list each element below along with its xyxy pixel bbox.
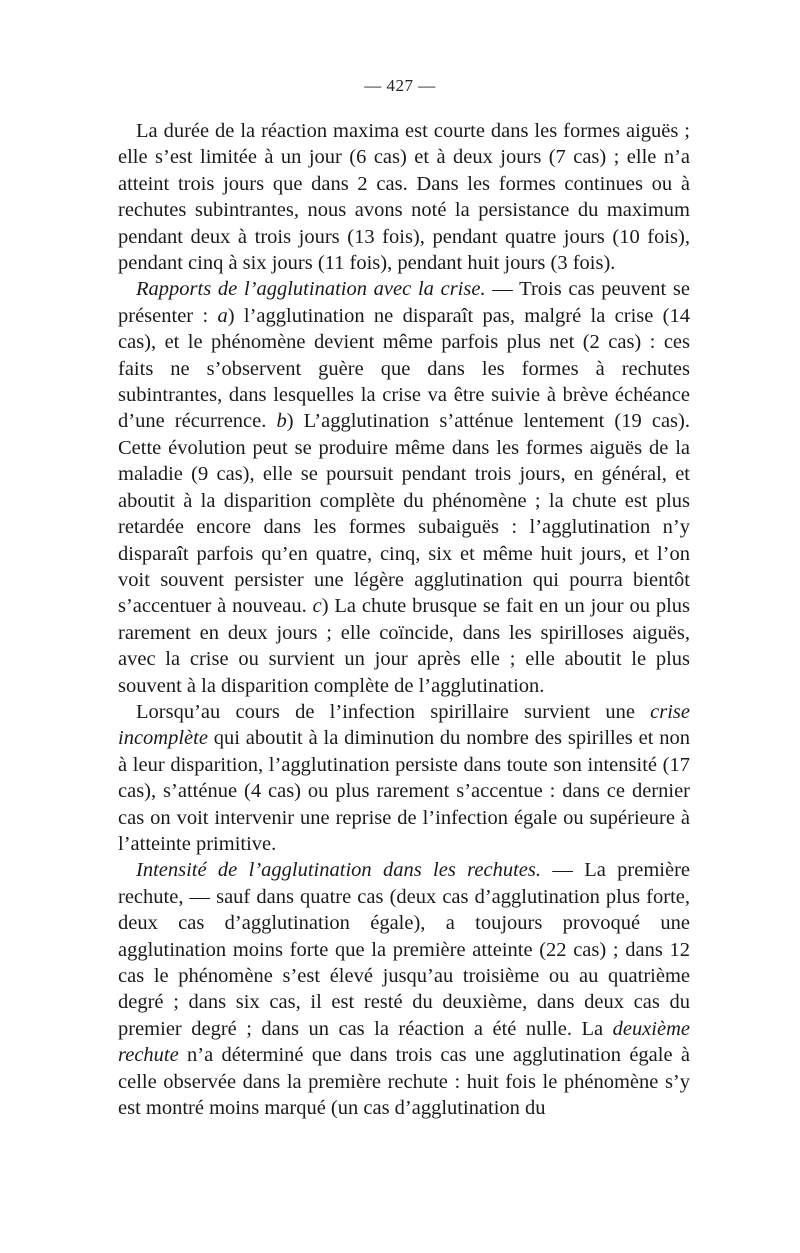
text-run: ) La chute brusque se fait en un jour ou plus rarement en deux jours ; elle coïncide, dans les spirilloses aiguës, avec la crise ou survient un jour après elle ; elle aboutit le plus souvent à la disparition complète de l’agglutination. — [118, 595, 690, 697]
italic-text: deuxième rechute — [118, 1017, 690, 1067]
italic-text: crise incomplète — [118, 700, 690, 750]
paragraph — [118, 857, 690, 1121]
text-run: Lorsqu’au cours de l’infection spirillaire survient une — [136, 700, 651, 723]
text-run: ) L’agglutination s’atténue lentement (19 cas). Cette évolution peut se produire même dans les formes aiguës de la maladie (9 cas), elle se poursuit pendant trois jours, en général, et aboutit à la disparition complète du phénomène ; la chute est plus retardée encore dans les formes subaiguës : l’agglutination n’y disparaît parfois qu’en quatre, cinq, six et même huit jours, et l’on voit souvent persister une légère agglutination qui pourra bientôt s’accentuer à nouveau. — [118, 410, 690, 618]
text-run: — Trois cas peuvent se présenter : — [118, 278, 690, 327]
italic-text: Intensité de l’agglutination dans les rechutes. — [136, 859, 541, 882]
paragraph — [118, 118, 690, 276]
italic-text: b — [276, 410, 287, 433]
text-run: n’a déterminé que dans trois cas une agglutination égale à celle observée dans la première rechute : huit fois le phénomène s’y est montré moins marqué (un cas d’agglutination du — [118, 1044, 690, 1120]
page-number: — 427 — — [364, 76, 436, 95]
paragraph — [118, 276, 690, 699]
paragraph — [118, 699, 690, 857]
text-run: qui aboutit à la diminution du nombre des spirilles et non à leur disparition, l’agglutination persiste dans toute son intensité (17 cas), s’atténue (4 cas) ou plus rarement s’accentue : dans ce dernier cas on voit intervenir une reprise de l’infection égale ou supérieure à l’atteinte primitive. — [118, 727, 690, 855]
italic-text: c — [312, 595, 322, 618]
text-run: — La première rechute, — sauf dans quatre cas (deux cas d’agglutination plus forte, deux cas d’agglutination égale), a toujours provoqué une agglutination moins forte que la première atteinte (22 cas) ; dans 12 cas le phénomène s’est élevé jusqu’au troisième ou au quatrième degré ; dans six cas, il est resté du deuxième, dans deux cas du premier degré ; dans un cas la réaction a été nulle. La — [118, 859, 691, 1040]
body-text — [118, 118, 690, 1121]
italic-text: a — [217, 304, 228, 327]
italic-text: Rapports de l’agglutination avec la crise. — [136, 278, 486, 301]
text-run: La durée de la réaction maxima est courte dans les formes aiguës ; elle s’est limitée à un jour (6 cas) et à deux jours (7 cas) ; elle n’a atteint trois jours que dans 2 cas. Dans les formes continues ou à rechutes subintrantes, nous avons noté la persistance du maximum pendant deux à trois jours (13 fois), pendant quatre jours (10 fois), pendant cinq à six jours (11 fois), pendant huit jours (3 fois). — [118, 120, 690, 275]
text-run: ) l’agglutination ne disparaît pas, malgré la crise (14 cas), et le phénomène devient même parfois plus net (2 cas) : ces faits ne s’observent guère que dans les formes à rechutes subintrantes, dans lesquelles la crise va être suivie à brève échéance d’une récurrence. — [118, 304, 690, 433]
